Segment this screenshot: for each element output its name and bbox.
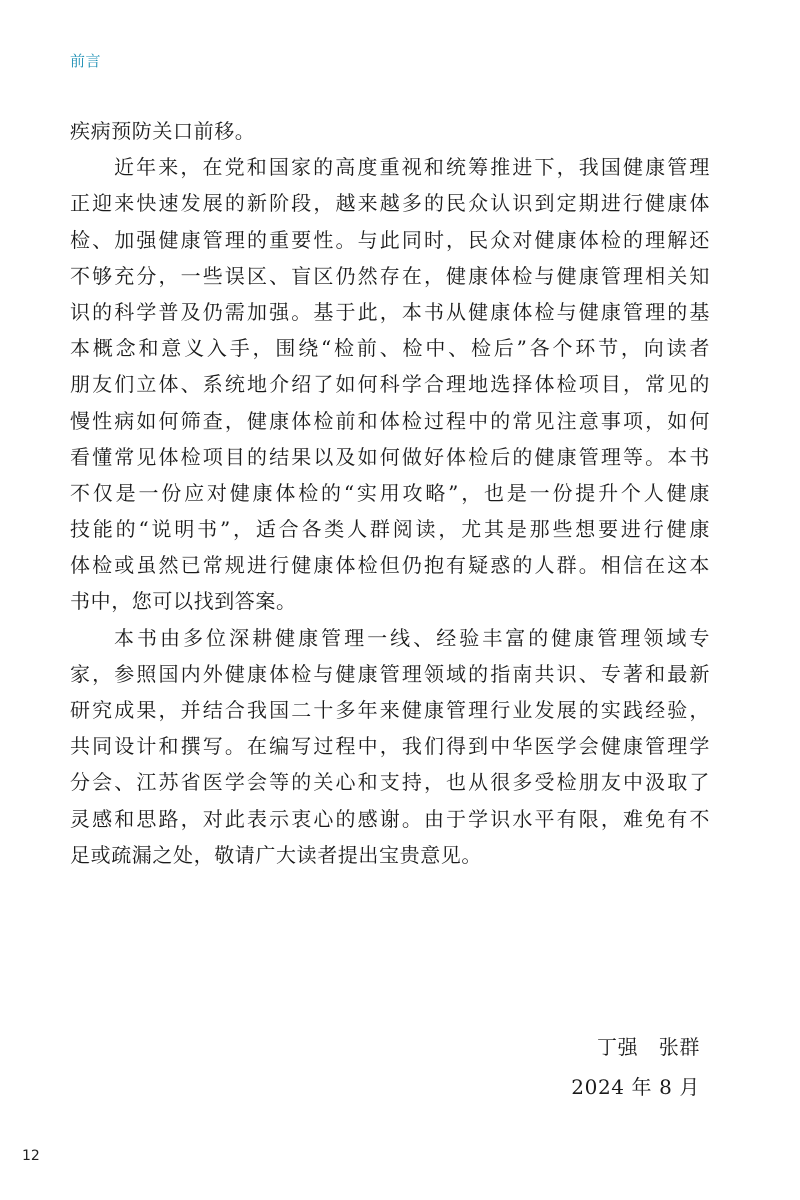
text-line: 疾病预防关口前移。: [70, 119, 256, 143]
text-line: 分会、江苏省医学会等的关心和支持，也从很多受检朋友中汲取了: [70, 770, 710, 795]
text-line: 识的科学普及仍需加强。基于此，本书从健康体检与健康管理的基: [70, 299, 710, 324]
text-line: 本概念和意义入手，围绕“检前、检中、检后”各个环节，向读者: [70, 336, 710, 361]
text-line: 近年来，在党和国家的高度重视和统筹推进下，我国健康管理: [114, 155, 710, 180]
text-line: 灵感和思路，对此表示衷心的感谢。由于学识水平有限，难免有不: [70, 806, 710, 831]
text-line: 不仅是一份应对健康体检的“实用攻略”，也是一份提升个人健康: [70, 480, 710, 505]
page-number: 12: [22, 1148, 40, 1164]
text-line: 共同设计和撰写。在编写过程中，我们得到中华医学会健康管理学: [70, 734, 710, 759]
running-head: 前言: [70, 52, 102, 70]
author-signature: 丁强 张群: [597, 1035, 700, 1059]
text-line: 看懂常见体检项目的结果以及如何做好体检后的健康管理等。本书: [70, 444, 710, 469]
text-line: 研究成果，并结合我国二十多年来健康管理行业发展的实践经验，: [70, 698, 710, 722]
text-line: 正迎来快速发展的新阶段，越来越多的民众认识到定期进行健康体: [70, 191, 710, 216]
text-line: 本书由多位深耕健康管理一线、经验丰富的健康管理领域专: [114, 625, 710, 650]
preface-body: [70, 113, 710, 873]
text-line: 书中，您可以找到答案。: [70, 589, 297, 614]
text-line: 技能的“说明书”，适合各类人群阅读，尤其是那些想要进行健康: [70, 517, 710, 542]
text-line: 足或疏漏之处，敬请广大读者提出宝贵意见。: [70, 842, 482, 867]
signature-date: 2024 年 8 月: [571, 1075, 700, 1099]
text-line: 朋友们立体、系统地介绍了如何科学合理地选择体检项目，常见的: [70, 372, 710, 397]
text-line: 检、加强健康管理的重要性。与此同时，民众对健康体检的理解还: [70, 227, 710, 252]
text-line: 不够充分，一些误区、盲区仍然存在，健康体检与健康管理相关知: [70, 263, 710, 288]
text-line: 体检或虽然已常规进行健康体检但仍抱有疑惑的人群。相信在这本: [70, 553, 710, 578]
text-line: 慢性病如何筛查，健康体检前和体检过程中的常见注意事项，如何: [70, 408, 710, 433]
text-line: 家，参照国内外健康体检与健康管理领域的指南共识、专著和最新: [70, 661, 710, 686]
